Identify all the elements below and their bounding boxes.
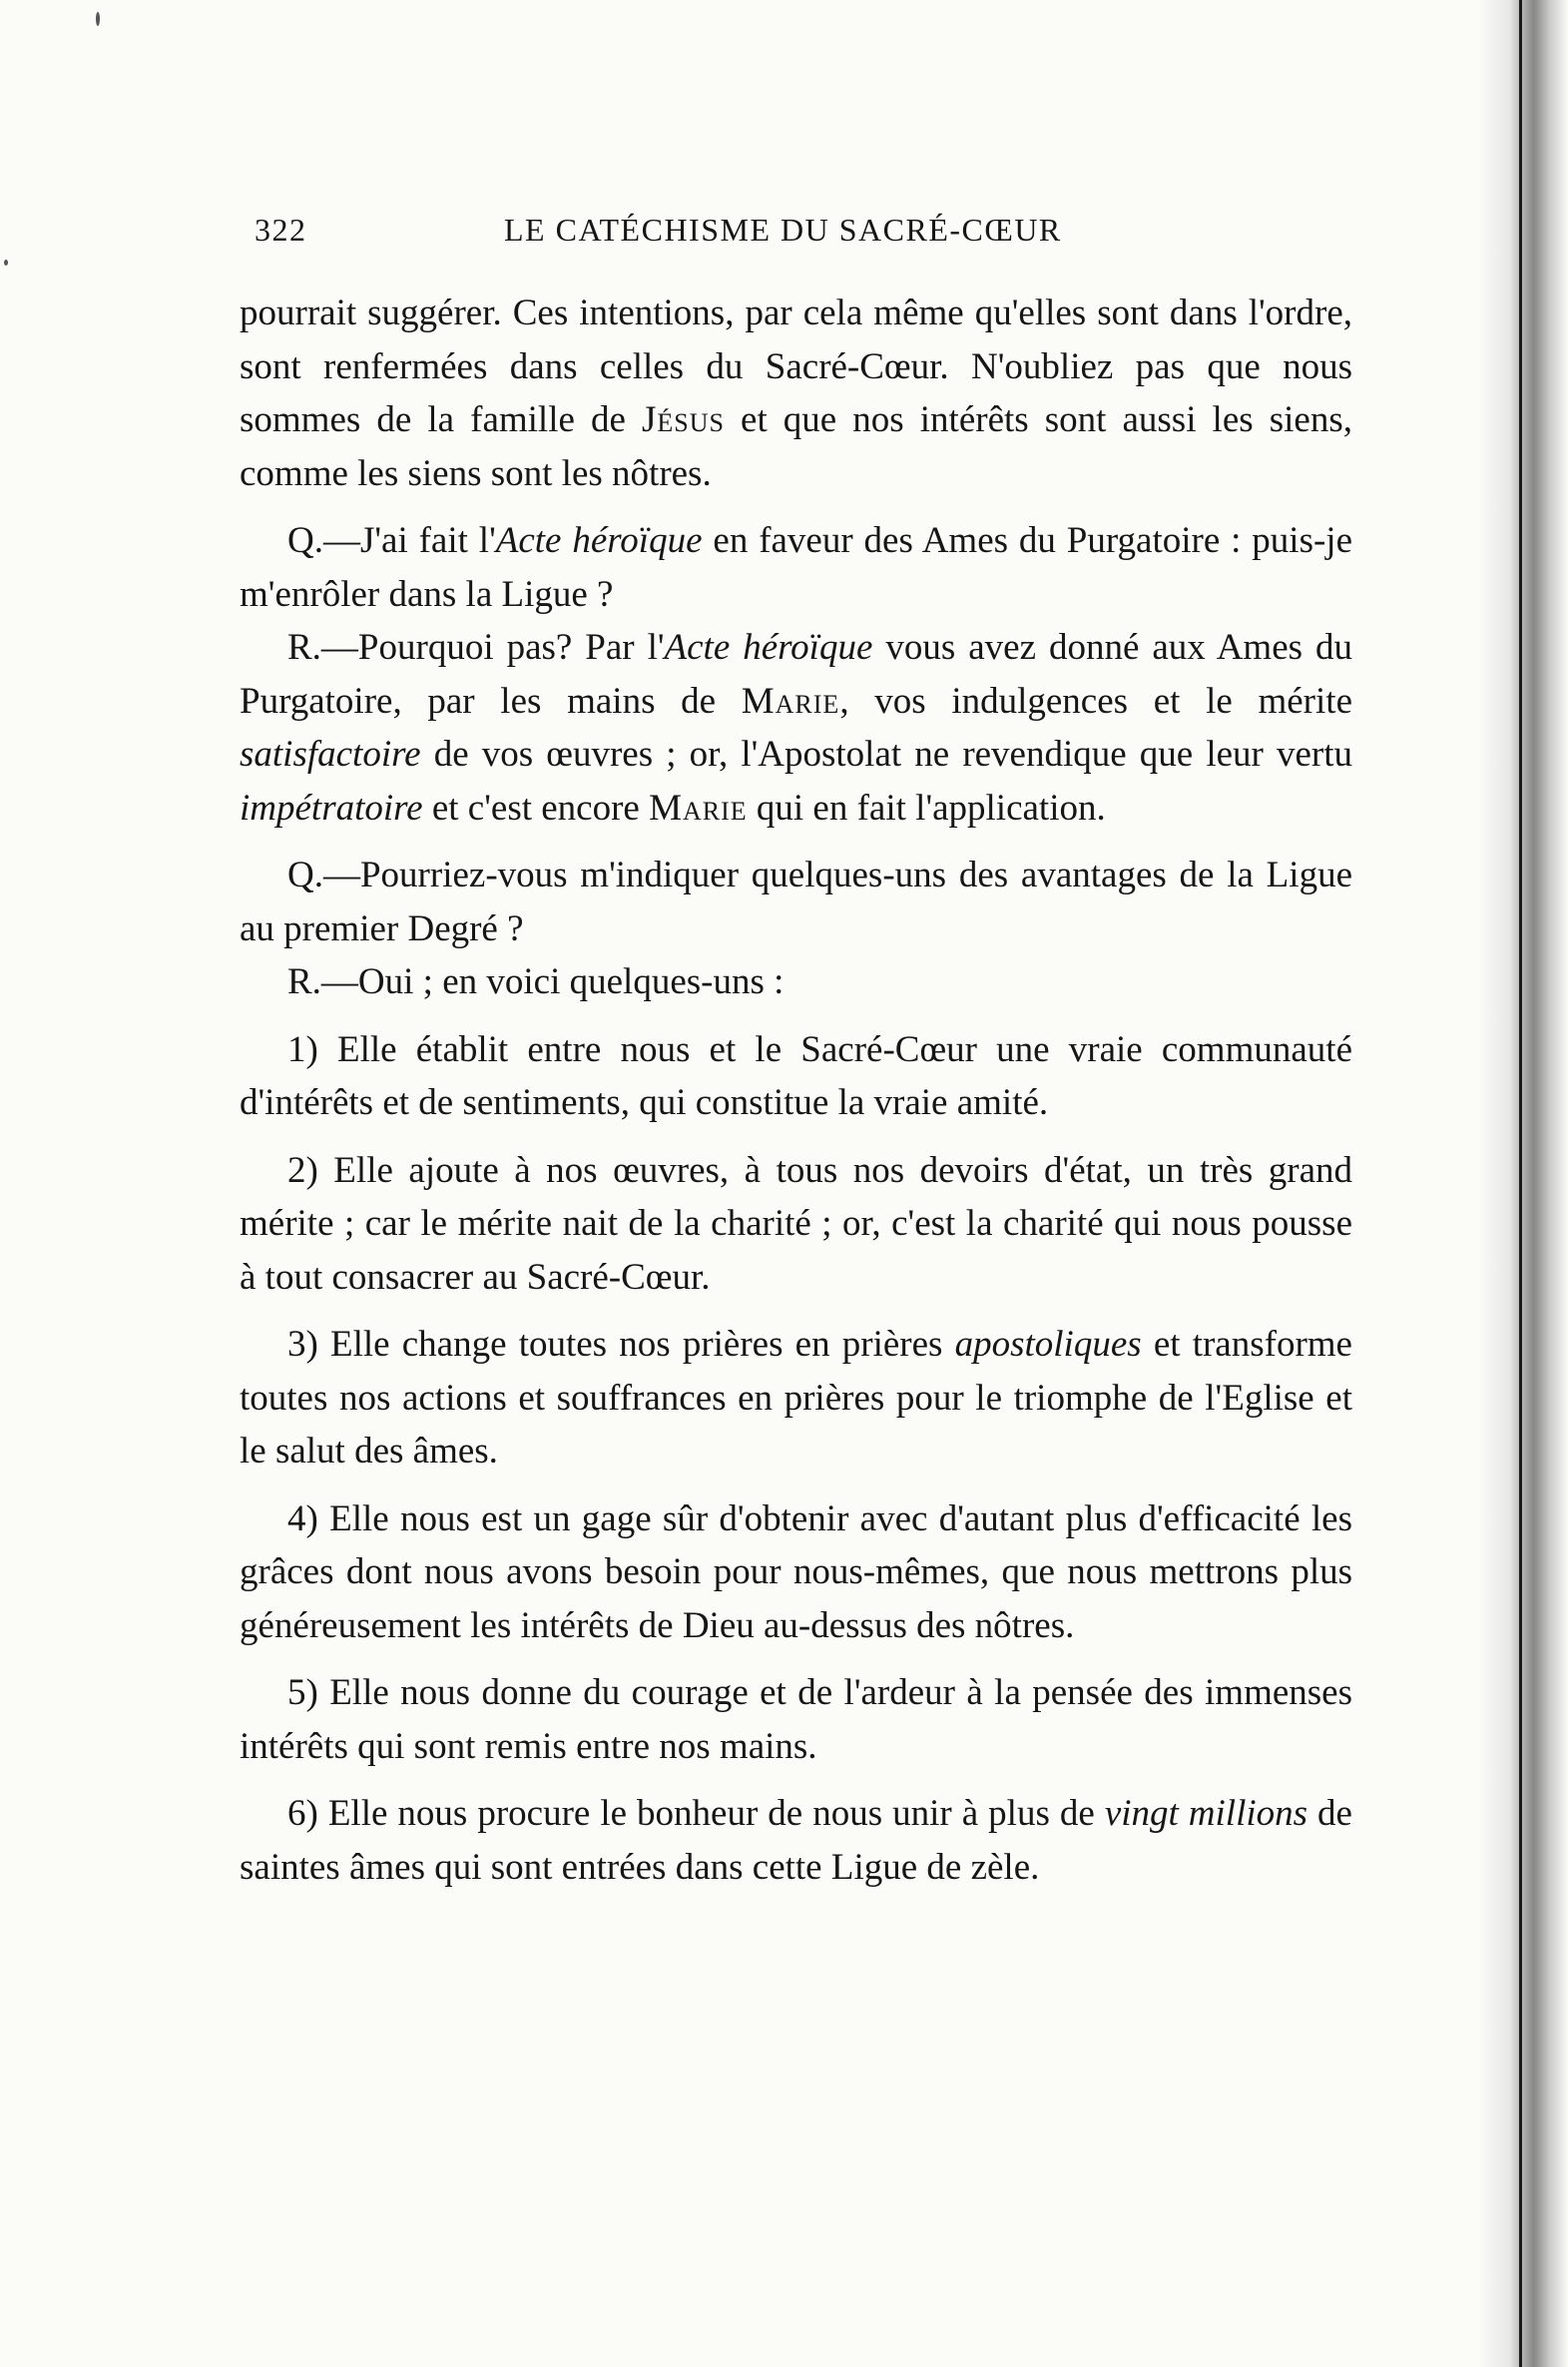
italic-impetratoire: impétratoire: [240, 787, 423, 829]
book-gutter-edge: [1519, 0, 1522, 2367]
question-1: Q.—J'ai fait l'Acte héroïque en faveur des Ames du Purgatoire : puis-je m'enrôler dans la Ligue ?: [240, 520, 1352, 615]
name-jesus: Jésus: [641, 399, 725, 440]
list-item-3: 3) Elle change toutes nos prières en prières apostoliques et transforme toutes nos actions et souffrances en prières pour le triomphe de l'Eglise et le salut des âmes.: [240, 1324, 1352, 1472]
list-item-4: 4) Elle nous est un gage sûr d'obtenir avec d'autant plus d'efficacité les grâces dont nous avons besoin pour nous-mêmes, que nous mettrons plus généreusement les intérêts de Dieu au-dessus des nôtres.: [240, 1497, 1352, 1646]
paragraph-continuation: pourrait suggérer. Ces intentions, par cela même qu'elles sont dans l'ordre, sont renfermées dans celles du Sacré-Cœur. N'oubliez pas que nous sommes de la famille de Jésus et que nos intérêts sont aussi les siens, comme les siens sont les nôtres.: [240, 293, 1352, 494]
list-item-2: 2) Elle ajoute à nos œuvres, à tous nos devoirs d'état, un très grand mérite ; car le mérite nait de la charité ; or, c'est la charité qui nous pousse à tout consacrer au Sacré-Cœur.: [240, 1149, 1352, 1298]
page-number: 322: [255, 212, 307, 248]
response-2: R.—Oui ; en voici quelques-uns :: [287, 961, 784, 1002]
book-gutter-shadow: [1478, 0, 1568, 2367]
list-item-1: 1) Elle établit entre nous et le Sacré-Cœur une vraie communauté d'intérêts et de sentiments, qui constitue la vraie amité.: [240, 1028, 1352, 1123]
scan-speck: [4, 260, 8, 266]
italic-vingt-millions: vingt millions: [1104, 1793, 1308, 1834]
name-marie: Marie: [649, 787, 748, 829]
italic-satisfactoire: satisfactoire: [240, 734, 421, 775]
list-item-6: 6) Elle nous procure le bonheur de nous unir à plus de vingt millions de saintes âmes qui sont entrées dans cette Ligue de zèle.: [240, 1793, 1352, 1888]
question-2: Q.—Pourriez-vous m'indiquer quelques-uns des avantages de la Ligue au premier Degré ?: [240, 855, 1352, 949]
italic-acte-heroique: Acte héroïque: [495, 520, 703, 561]
running-title: LE CATÉCHISME DU SACRÉ-CŒUR: [504, 212, 1062, 248]
list-item-5: 5) Elle nous donne du courage et de l'ardeur à la pensée des immenses intérêts qui sont remis entre nos mains.: [240, 1672, 1352, 1767]
italic-acte-heroique: Acte héroïque: [664, 627, 873, 668]
response-1: R.—Pourquoi pas? Par l'Acte héroïque vous avez donné aux Ames du Purgatoire, par les mains de Marie, vos indulgences et le mérite satisfactoire de vos œuvres ; or, l'Apostolat ne revendique que leur vertu impétratoire et c'est encore Marie qui en fait l'application.: [240, 627, 1352, 829]
scan-speck: [96, 12, 100, 26]
name-marie: Marie: [741, 680, 840, 722]
italic-apostoliques: apostoliques: [954, 1324, 1142, 1365]
page-body: [240, 287, 1352, 1894]
